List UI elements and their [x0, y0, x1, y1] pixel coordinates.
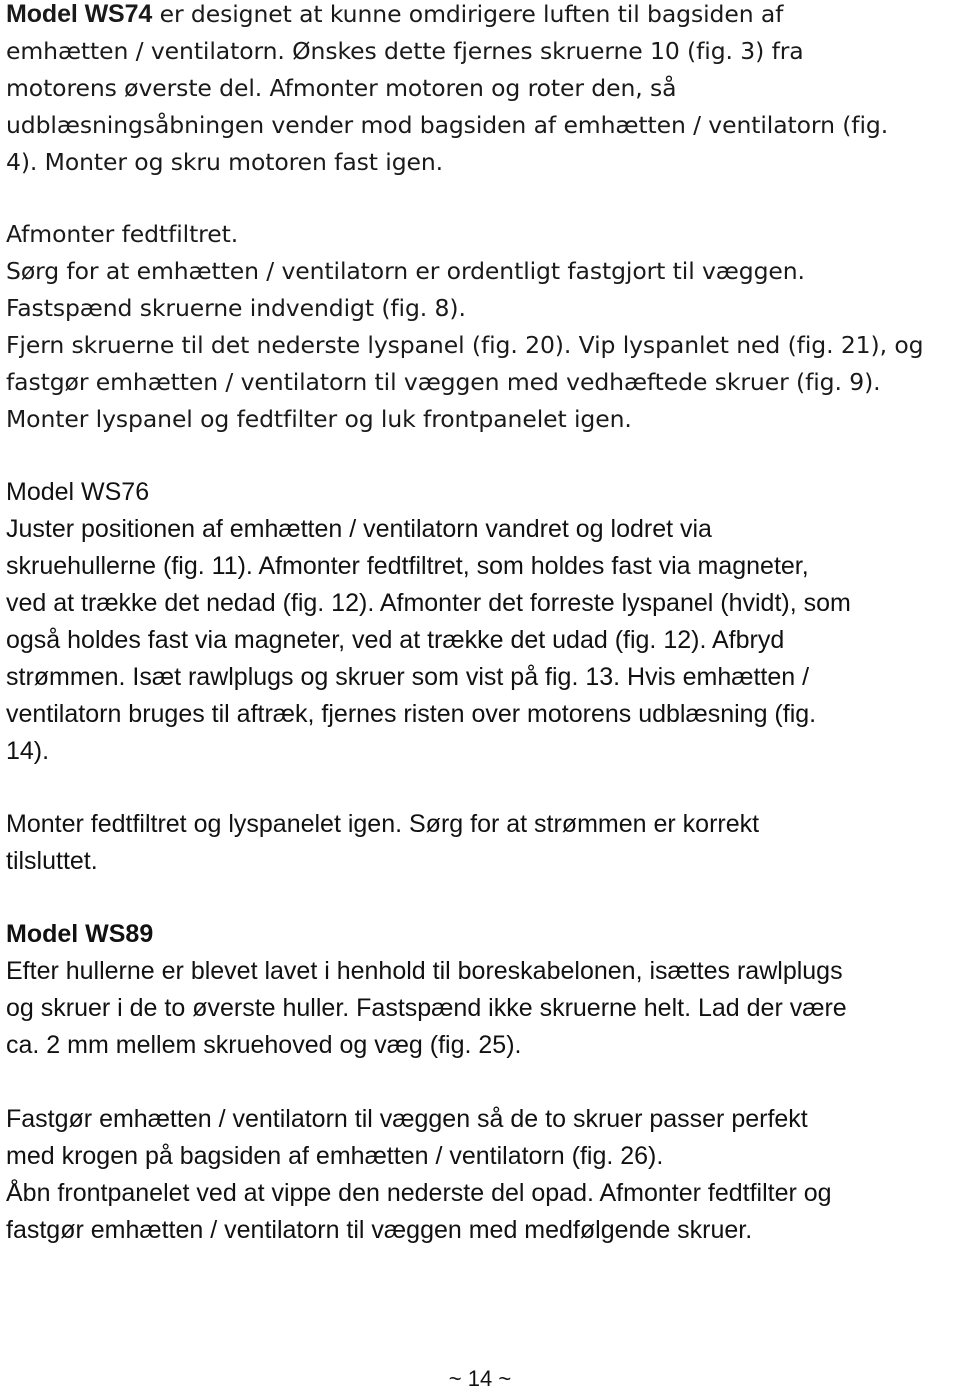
- ws74-line-1: Model WS74 er designet at kunne omdirigere luften til bagsiden af: [6, 0, 784, 28]
- ws76-line-6: ventilatorn bruges til aftræk, fjernes risten over motorens udblæsning (fig.: [6, 700, 817, 728]
- ws74-intro-paragraph: [6, 0, 888, 181]
- ws89-para2-line-1: Fastgør emhætten / ventilatorn til væggen så de to skruer passer perfekt: [6, 1105, 808, 1133]
- ws76-section: [6, 474, 851, 770]
- ws74-step-3: Fastspænd skruerne indvendigt (fig. 8).: [6, 294, 466, 322]
- ws74-line-5: 4). Monter og skru motoren fast igen.: [6, 148, 444, 176]
- ws89-para1-line-2: og skruer i de to øverste huller. Fastspænd ikke skruerne helt. Lad der være: [6, 994, 847, 1022]
- ws76-line-4: også holdes fast via magneter, ved at trække det udad (fig. 12). Afbryd: [6, 626, 785, 654]
- ws89-para2-line-4: fastgør emhætten / ventilatorn til væggen med medfølgende skruer.: [6, 1216, 753, 1244]
- ws89-para1-line-1: Efter hullerne er blevet lavet i henhold til boreskabelonen, isættes rawlplugs: [6, 957, 843, 985]
- ws74-step-4: Fjern skruerne til det nederste lyspanel (fig. 20). Vip lyspanlet ned (fig. 21), og: [6, 331, 924, 359]
- ws76-closing-line-1: Monter fedtfiltret og lyspanelet igen. Sørg for at strømmen er korrekt: [6, 810, 760, 838]
- ws76-closing: [6, 806, 759, 880]
- ws76-line-2: skruehullerne (fig. 11). Afmonter fedtfiltret, som holdes fast via magneter,: [6, 552, 809, 580]
- page-number: ~ 14 ~: [448, 1366, 512, 1391]
- ws74-step-5: fastgør emhætten / ventilatorn til væggen med vedhæftede skruer (fig. 9).: [6, 368, 881, 396]
- ws74-step-6: Monter lyspanel og fedtfilter og luk frontpanelet igen.: [6, 405, 632, 433]
- ws89-para2-line-3: Åbn frontpanelet ved at vippe den nederste del opad. Afmonter fedtfilter og: [6, 1179, 832, 1207]
- ws89-para1-line-3: ca. 2 mm mellem skruehoved og væg (fig. 25).: [6, 1031, 522, 1059]
- ws76-heading: Model WS76: [6, 478, 150, 506]
- ws76-line-1: Juster positionen af emhætten / ventilatorn vandret og lodret via: [6, 515, 712, 543]
- ws89-section: [6, 916, 847, 1064]
- ws89-para2: [6, 1101, 832, 1249]
- ws89-heading: Model WS89: [6, 920, 154, 948]
- ws74-steps: [6, 216, 923, 438]
- ws76-line-5: strømmen. Isæt rawlplugs og skruer som vist på fig. 13. Hvis emhætten /: [6, 663, 810, 691]
- ws76-line-3: ved at trække det nedad (fig. 12). Afmonter det forreste lyspanel (hvidt), som: [6, 589, 851, 617]
- ws74-step-2: Sørg for at emhætten / ventilatorn er ordentligt fastgjort til væggen.: [6, 257, 805, 285]
- ws74-line-2: emhætten / ventilatorn. Ønskes dette fjernes skruerne 10 (fig. 3) fra: [6, 37, 804, 65]
- ws74-line-3: motorens øverste del. Afmonter motoren og roter den, så: [6, 74, 677, 102]
- ws76-line-7: 14).: [6, 737, 50, 765]
- ws74-line-4: udblæsningsåbningen vender mod bagsiden af emhætten / ventilatorn (fig.: [6, 111, 889, 139]
- ws74-step-1: Afmonter fedtfiltret.: [6, 220, 239, 248]
- ws89-para2-line-2: med krogen på bagsiden af emhætten / ventilatorn (fig. 26).: [6, 1142, 664, 1170]
- ws76-closing-line-2: tilsluttet.: [6, 847, 98, 875]
- ws74-heading: Model WS74: [6, 0, 153, 28]
